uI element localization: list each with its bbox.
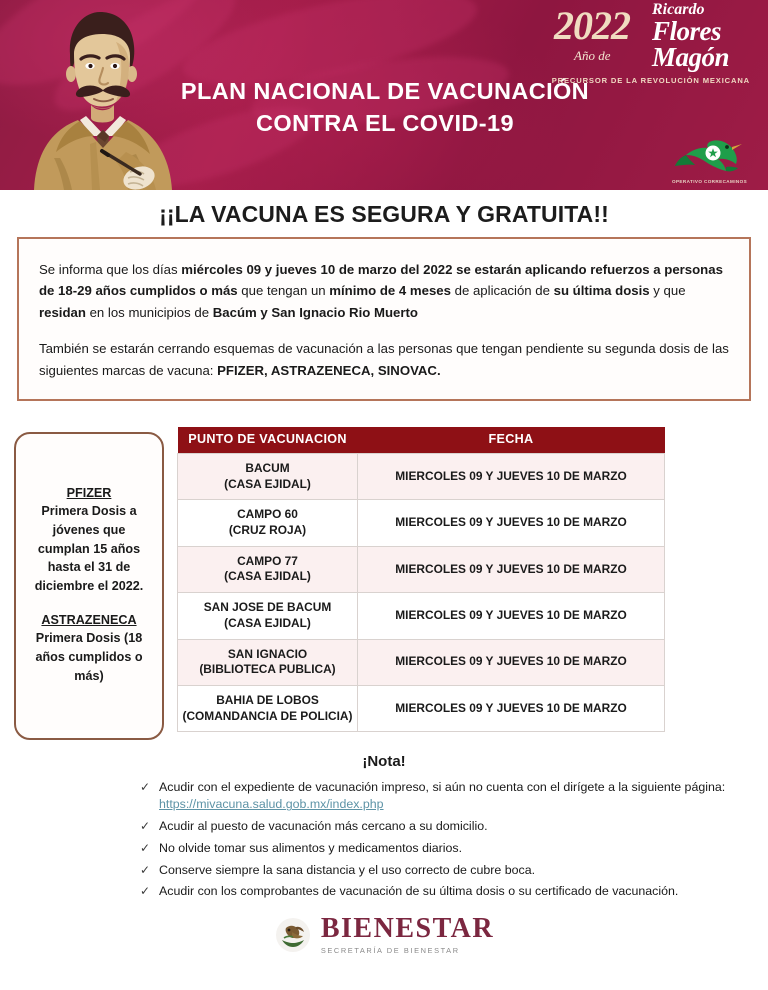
cell-site: CAMPO 60 (CRUZ ROJA) — [178, 500, 358, 546]
note-text: Conserve siempre la sana distancia y el uso correcto de cubre boca. — [159, 862, 536, 877]
cell-date: MIERCOLES 09 Y JUEVES 10 DE MARZO — [358, 453, 665, 499]
note-item — [140, 779, 738, 815]
header-banner — [0, 0, 768, 190]
year-logo — [548, 1, 760, 88]
vaccine-name-astrazeneca: ASTRAZENECA — [41, 613, 137, 628]
table-row — [178, 500, 665, 546]
cell-date: MIERCOLES 09 Y JUEVES 10 DE MARZO — [358, 546, 665, 592]
cell-date: MIERCOLES 09 Y JUEVES 10 DE MARZO — [358, 639, 665, 685]
vaccination-schedule-table-wrapper — [177, 427, 665, 732]
table-header-row — [178, 427, 665, 454]
poster-title-line-1: PLAN NACIONAL DE VACUNACIÓN — [180, 78, 590, 104]
note-text: Acudir con los comprobantes de vacunación de su última dosis o su certificado de vacunación. — [159, 884, 679, 899]
year-logo-year: 2022 — [554, 3, 630, 48]
check-icon: ✓ — [140, 884, 151, 899]
footer-logo — [0, 912, 768, 955]
roadrunner-bird-icon — [672, 136, 746, 176]
table-row — [178, 685, 665, 731]
table-row — [178, 546, 665, 592]
announcement-paragraph-1: Se informa que los días miércoles 09 y jueves 10 de marzo del 2022 se estarán aplicando refuerzos a personas de 18-29 años cumplidos o más que tengan un mínimo de 4 meses de aplicación de su última dosis y que residan en los municipios de Bacúm y San Ignacio Rio Muerto — [39, 262, 723, 320]
cell-site: BACUM (CASA EJIDAL) — [178, 453, 358, 499]
vaccine-detail-pfizer: Primera Dosis a jóvenes que cumplan 15 años hasta el 31 de diciembre el 2022. — [34, 503, 144, 594]
check-icon: ✓ — [140, 819, 151, 834]
cell-site: BAHIA DE LOBOS (COMANDANCIA DE POLICIA) — [178, 685, 358, 731]
table-row — [178, 639, 665, 685]
note-item — [140, 818, 738, 836]
note-text: No olvide tomar sus alimentos y medicamentos diarios. — [159, 841, 463, 856]
table-head — [178, 427, 665, 454]
headline: ¡¡LA VACUNA ES SEGURA Y GRATUITA!! — [159, 201, 609, 227]
table-row — [178, 593, 665, 639]
operativo-correcaminos-emblem — [672, 136, 746, 186]
note-item — [140, 840, 738, 858]
note-item — [140, 883, 738, 901]
notes-list — [140, 779, 738, 901]
vaccine-detail-astrazeneca: Primera Dosis (18 años cumplidos o más) — [35, 631, 143, 684]
year-logo-name — [652, 2, 760, 71]
middle-section — [0, 427, 768, 747]
vaccine-criteria-block-pfizer — [26, 486, 152, 596]
vaccination-record-link[interactable]: https://mivacuna.salud.gob.mx/index.php — [159, 797, 384, 812]
announcement-paragraph-2: También se estarán cerrando esquemas de vacunación a las personas que tengan pendiente su segunda dosis de las siguientes marcas de vacuna: PFIZER, ASTRAZENECA, SINOVAC. — [39, 341, 729, 378]
note-text: Acudir con el expediente de vacunación impreso, si aún no cuenta con el dirígete a la siguiente página: https://mivacuna.salud.gob.mx/index.php — [159, 779, 738, 815]
year-logo-subtitle: PRECURSOR DE LA REVOLUCIÓN MEXICANA — [551, 76, 750, 85]
vaccine-name-pfizer: PFIZER — [66, 485, 112, 500]
column-header-site: PUNTO DE VACUNACION — [178, 427, 358, 454]
announcement-box — [17, 237, 751, 401]
table-row — [178, 453, 665, 499]
footer-title: BIENESTAR — [320, 912, 495, 944]
note-text: Acudir al puesto de vacunación más cercano a su domicilio. — [159, 819, 488, 834]
cell-date: MIERCOLES 09 Y JUEVES 10 DE MARZO — [358, 685, 665, 731]
vaccine-criteria-box — [14, 432, 164, 740]
year-logo-name-line-2: Flores — [652, 15, 722, 46]
year-logo-name-line-3: Magón — [652, 42, 730, 73]
note-item — [140, 862, 738, 880]
footer-subtitle: SECRETARÍA DE BIENESTAR — [320, 945, 460, 955]
notes-title: ¡Nota! — [362, 752, 406, 770]
check-icon: ✓ — [140, 862, 151, 877]
mexico-coat-of-arms-icon — [274, 916, 312, 954]
cell-site: SAN IGNACIO (BIBLIOTECA PUBLICA) — [178, 639, 358, 685]
cell-site: CAMPO 77 (CASA EJIDAL) — [178, 546, 358, 592]
year-logo-ano-de: Año de — [574, 48, 611, 63]
poster-title-line-2: CONTRA EL COVID-19 — [256, 110, 514, 137]
footer-text-group — [320, 912, 495, 955]
cell-site: SAN JOSE DE BACUM (CASA EJIDAL) — [178, 593, 358, 639]
cell-date: MIERCOLES 09 Y JUEVES 10 DE MARZO — [358, 500, 665, 546]
check-icon: ✓ — [140, 841, 151, 856]
column-header-date: FECHA — [358, 427, 665, 454]
vaccine-criteria-block-astrazeneca — [26, 613, 152, 686]
year-logo-name-line-1: Ricardo — [652, 1, 705, 18]
cell-date: MIERCOLES 09 Y JUEVES 10 DE MARZO — [358, 593, 665, 639]
emblem-label: OPERATIVO CORRECAMINOS — [672, 179, 748, 184]
check-icon: ✓ — [140, 779, 151, 794]
table-body — [178, 453, 665, 731]
vaccination-schedule-table — [177, 427, 665, 732]
